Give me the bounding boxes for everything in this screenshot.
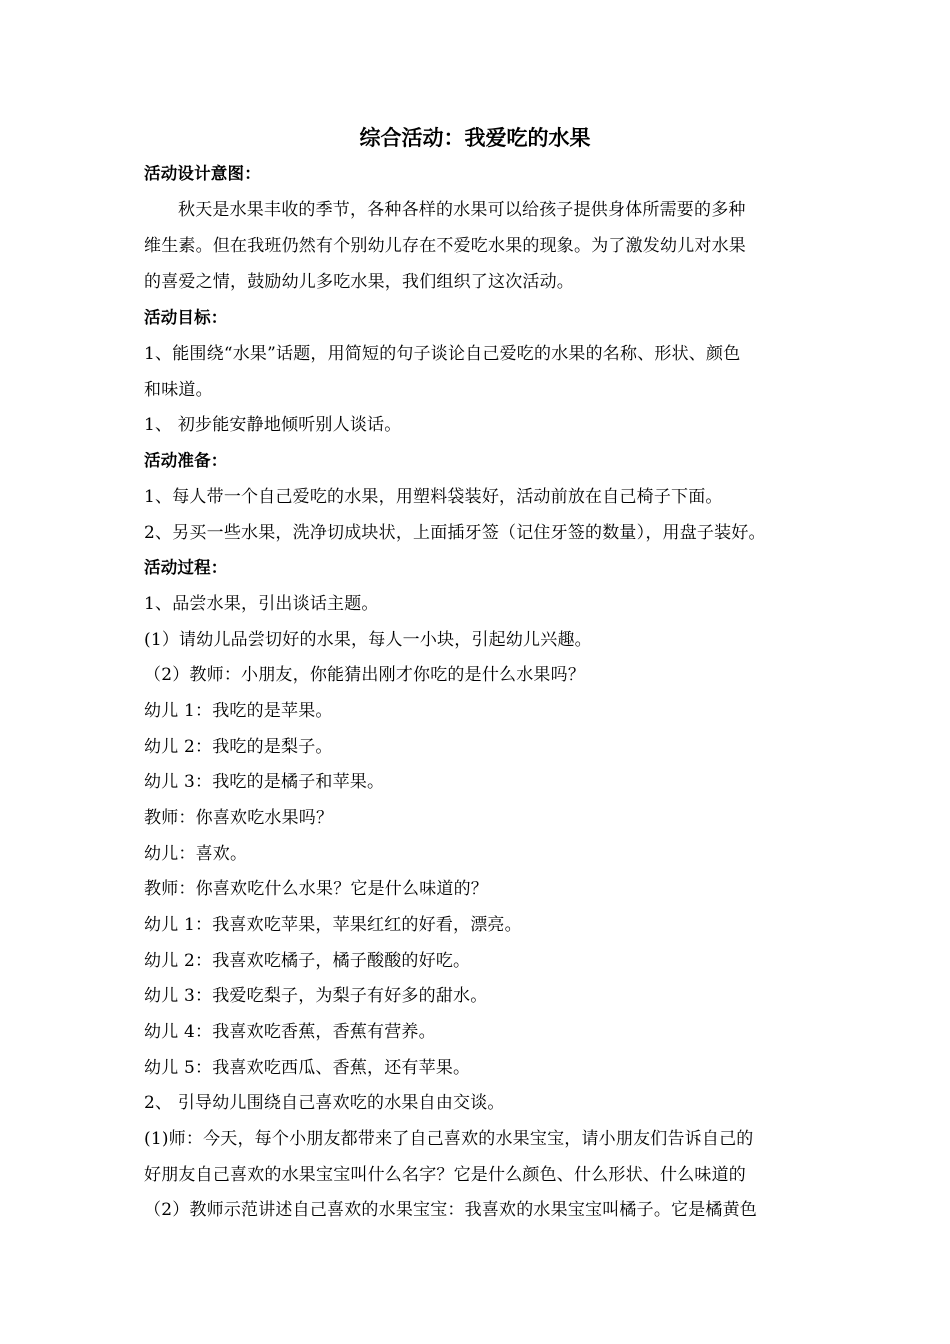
section-heading-preparation: 活动准备： xyxy=(144,451,228,470)
dialogue-line: 教师：你喜欢吃什么水果？它是什么味道的？ xyxy=(144,879,488,899)
dialogue-line: 幼儿 3：我爱吃梨子，为梨子有好多的甜水。 xyxy=(144,986,488,1006)
paragraph-line: 2、 引导幼儿围绕自己喜欢吃的水果自由交谈。 xyxy=(144,1093,505,1113)
paragraph-line: 的喜爱之情，鼓励幼儿多吃水果，我们组织了这次活动。 xyxy=(144,272,574,292)
paragraph-line: (1)师：今天，每个小朋友都带来了自己喜欢的水果宝宝，请小朋友们告诉自己的 xyxy=(144,1129,754,1149)
section-heading-process: 活动过程： xyxy=(144,558,228,577)
page-title: 综合活动：我爱吃的水果 xyxy=(359,126,591,150)
paragraph-line: 1、每人带一个自己爱吃的水果，用塑料袋装好，活动前放在自己椅子下面。 xyxy=(144,487,723,507)
dialogue-line: 幼儿 1：我吃的是苹果。 xyxy=(144,701,333,721)
dialogue-line: 幼儿 2：我喜欢吃橘子，橘子酸酸的好吃。 xyxy=(144,951,471,971)
dialogue-line: 幼儿：喜欢。 xyxy=(144,844,248,864)
dialogue-line: 幼儿 2：我吃的是梨子。 xyxy=(144,737,333,757)
dialogue-line: 教师：你喜欢吃水果吗？ xyxy=(144,808,334,828)
paragraph-line: 1、 初步能安静地倾听别人谈话。 xyxy=(144,415,402,435)
section-heading-design-intent: 活动设计意图： xyxy=(144,164,261,183)
paragraph-line: 和味道。 xyxy=(144,380,213,400)
paragraph-line: 1、品尝水果，引出谈话主题。 xyxy=(144,594,379,614)
paragraph-line: （2）教师示范讲述自己喜欢的水果宝宝：我喜欢的水果宝宝叫橘子。它是橘黄色 xyxy=(144,1200,758,1220)
paragraph-line: 秋天是水果丰收的季节，各种各样的水果可以给孩子提供身体所需要的多种 xyxy=(178,200,746,220)
dialogue-line: 幼儿 4：我喜欢吃香蕉，香蕉有营养。 xyxy=(144,1022,436,1042)
section-heading-goals: 活动目标： xyxy=(144,308,228,327)
paragraph-line: 好朋友自己喜欢的水果宝宝叫什么名字？它是什么颜色、什么形状、什么味道的 xyxy=(144,1165,746,1185)
dialogue-line: 幼儿 5：我喜欢吃西瓜、香蕉，还有苹果。 xyxy=(144,1058,471,1078)
paragraph-line: 维生素。但在我班仍然有个别幼儿存在不爱吃水果的现象。为了激发幼儿对水果 xyxy=(144,236,746,256)
paragraph-line: 1、能围绕“水果”话题，用简短的句子谈论自己爱吃的水果的名称、形状、颜色 xyxy=(144,344,741,364)
dialogue-line: 幼儿 3：我吃的是橘子和苹果。 xyxy=(144,772,385,792)
paragraph-line: （2）教师：小朋友，你能猜出刚才你吃的是什么水果吗？ xyxy=(144,665,586,685)
dialogue-line: 幼儿 1：我喜欢吃苹果，苹果红红的好看，漂亮。 xyxy=(144,915,522,935)
paragraph-line: 2、另买一些水果，洗净切成块状，上面插牙签（记住牙签的数量），用盘子装好。 xyxy=(144,523,766,543)
paragraph-line: (1）请幼儿品尝切好的水果，每人一小块，引起幼儿兴趣。 xyxy=(144,630,592,650)
